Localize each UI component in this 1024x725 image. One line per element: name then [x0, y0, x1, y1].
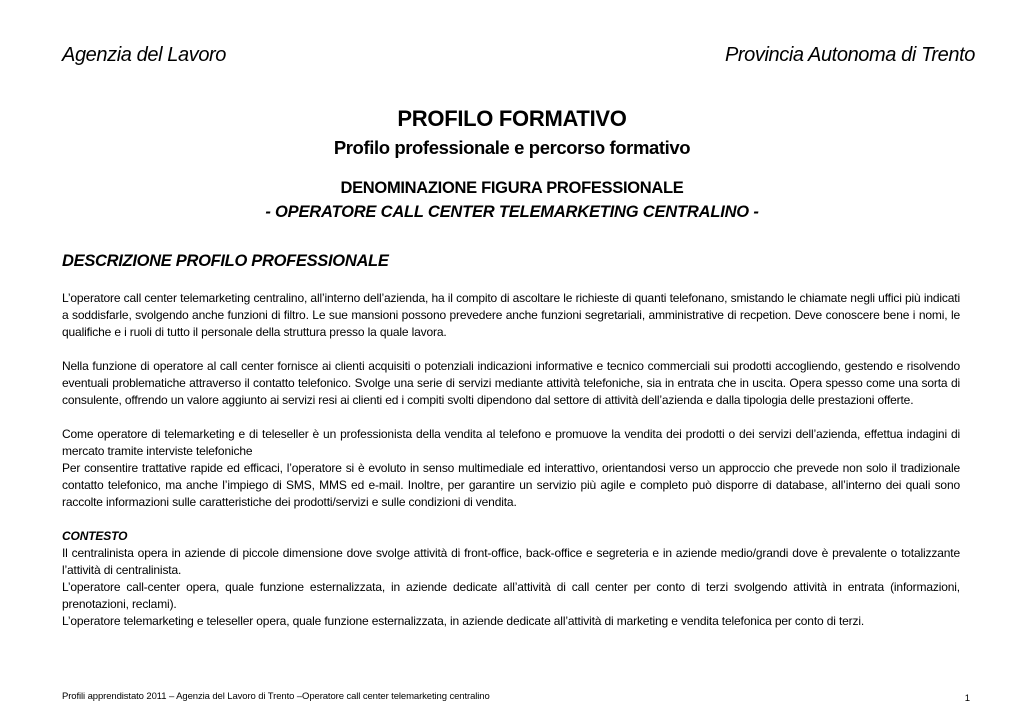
- denomination-label: DENOMINAZIONE FIGURA PROFESSIONALE: [340, 179, 684, 197]
- contesto-paragraph-1: Il centralinista opera in aziende di piccole dimensione dove svolge attività di front-office, back-office e segreteria e in aziende medio/grandi dove è prevalente o totalizzante l’attività di centralinista.: [62, 546, 960, 577]
- paragraph-1: L’operatore call center telemarketing centralino, all’interno dell’azienda, ha il compito di ascoltare le richieste di quanti telefonano, smistando le chiamate negli uffici più indicati a soddisfarle, svolgendo anche funzioni di filtro. Le sue mansioni possono prevedere anche funzioni segretariali, amministrative di recpetion. Deve conoscere bene i nomi, le qualifiche e i ruoli di tutto il personale della struttura presso la quale lavora.: [62, 291, 960, 339]
- contesto-paragraph-2: L’operatore call-center opera, quale funzione esternalizzata, in aziende dedicate all’attività di call center per conto di terzi svolgendo attività in entrata (informazioni, prenotazioni, reclami).: [62, 580, 960, 611]
- paragraph-3: Come operatore di telemarketing e di teleseller è un professionista della vendita al telefono e promuove la vendita dei prodotti o dei servizi dell’azienda, effettua indagini di mercato tramite interviste telefoniche: [62, 427, 960, 458]
- page-number: 1: [964, 693, 970, 704]
- paragraph-2: Nella funzione di operatore al call center fornisce ai clienti acquisiti o potenziali indicazioni informative e tecnico commerciali sui prodotti accogliendo, gestendo e risolvendo eventuali problematiche attraverso il contatto telefonico. Svolge una serie di servizi mediante attività telefoniche, sia in entrata che in uscita. Opera spesso come una sorta di consulente, offrendo un valore aggiunto ai servizi resi ai clienti ed i compiti svolti dipendono dal settore di attività dell’azienda e dalla tipologia delle prestazioni offerte.: [62, 359, 960, 407]
- contesto-heading: CONTESTO: [62, 529, 128, 543]
- paragraph-4: Per consentire trattative rapide ed efficaci, l’operatore si è evoluto in senso multimediale ed interattivo, orientandosi verso un approccio che prevede non solo il tradizionale contatto telefonico, ma anche l’impiego di SMS, MMS ed e-mail. Inoltre, per garantire un servizio più agile e completo può disporre di database, all’interno dei quali sono raccolte informazioni sulle caratteristiche dei prodotti/servizi e sulle condizioni di vendita.: [62, 461, 960, 509]
- footer-text: Profili apprendistato 2011 – Agenzia del Lavoro di Trento –Operatore call center telemarketing centralino: [62, 691, 490, 702]
- profile-description: [62, 290, 960, 630]
- contesto-paragraph-3: L’operatore telemarketing e teleseller opera, quale funzione esternalizzata, in aziende dedicate all’attività di marketing e vendita telefonica per conto di terzi.: [62, 614, 865, 628]
- professional-figure-name: - OPERATORE CALL CENTER TELEMARKETING CENTRALINO -: [265, 203, 759, 221]
- header-province: Provincia Autonoma di Trento: [724, 44, 975, 66]
- document-title: PROFILO FORMATIVO: [397, 106, 627, 131]
- section-title: DESCRIZIONE PROFILO PROFESSIONALE: [62, 252, 389, 270]
- header-agency: Agenzia del Lavoro: [62, 44, 227, 66]
- document-subtitle: Profilo professionale e percorso formativo: [333, 137, 691, 158]
